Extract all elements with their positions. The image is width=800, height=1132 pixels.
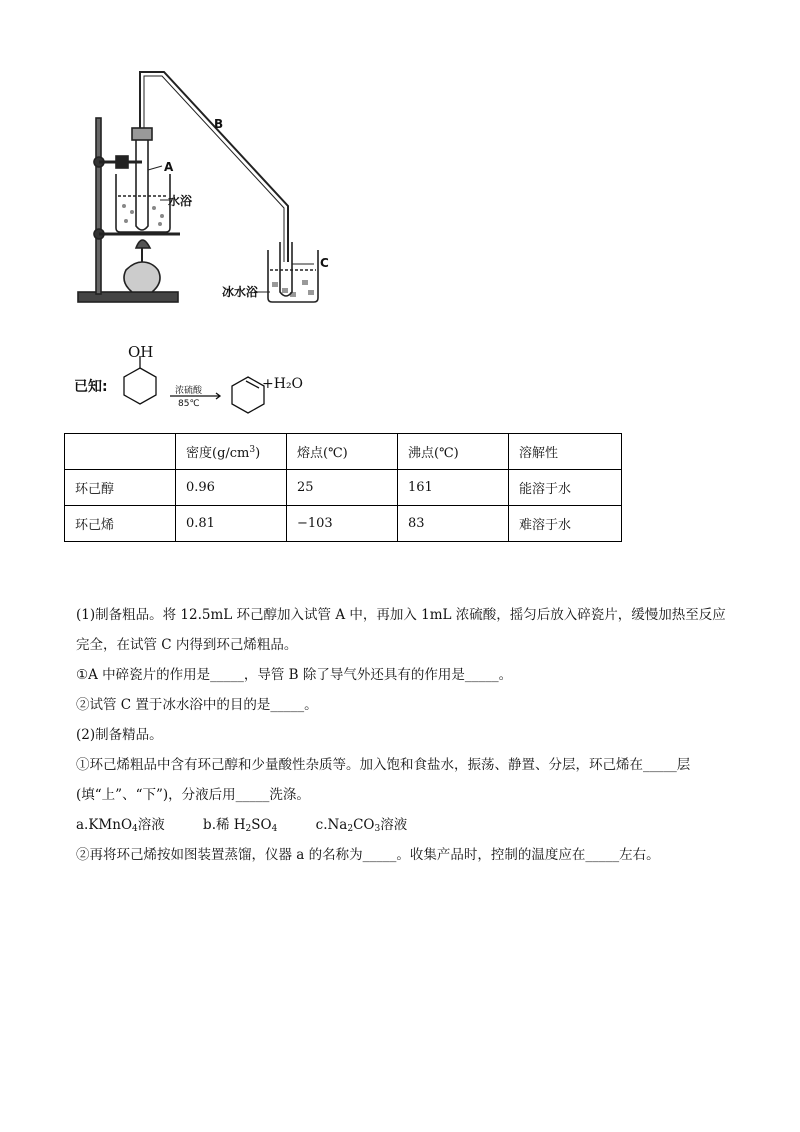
label-ice-bath: 冰水浴 (222, 285, 259, 299)
header-cell: 溶解性 (509, 434, 622, 470)
option-a: a.KMnO$_4$溶液 (76, 817, 165, 834)
test-tube-c (280, 242, 292, 296)
reaction-condition-bottom: 85℃ (178, 399, 200, 409)
header-cell: 密度$(g/cm^3)$ (176, 434, 287, 470)
table-cell: 25 (287, 470, 398, 506)
cyclohexanol-ring (124, 368, 156, 404)
stand-rod (96, 118, 101, 294)
question-2-title: (2)制备精品。 (76, 727, 163, 743)
table-cell: 环己醇 (65, 470, 176, 506)
leader-a (148, 166, 162, 170)
table-cell: 0.96 (176, 470, 287, 506)
label-b: B (214, 117, 224, 131)
flame (136, 240, 150, 248)
table-cell: 0.81 (176, 506, 287, 542)
label-c: C (320, 256, 329, 270)
stand-base (78, 292, 178, 302)
header-cell (65, 434, 176, 470)
water-bath-beaker (116, 174, 170, 232)
tube-clamp (116, 156, 128, 168)
distillation-apparatus-figure (70, 66, 370, 312)
header-cell: 沸点(℃) (398, 434, 509, 470)
test-tube-a (136, 140, 148, 230)
product-water: +H₂O (262, 376, 304, 392)
stopper (132, 128, 152, 140)
question-1-line-2: 完全，在试管 C 内得到环己烯粗品。 (76, 637, 298, 653)
question-1-sub-2: ②试管 C 置于冰水浴中的目的是_____。 (76, 697, 318, 713)
table-cell: 环己烯 (65, 506, 176, 542)
alcohol-lamp (124, 262, 160, 292)
question-1-line-1: (1)制备粗品。将 12.5mL 环己醇加入试管 A 中，再加入 1mL 浓硫酸，摇匀后放入碎瓷片，缓慢加热至反应 (76, 607, 726, 623)
oh-group: OH (128, 343, 154, 361)
question-2-sub-2: ②再将环己烯按如图装置蒸馏，仪器 a 的名称为_____。收集产品时，控制的温度应在_____左右。 (76, 847, 660, 863)
water-bath-bubbles (122, 204, 164, 226)
table-cell: 能溶于水 (509, 470, 622, 506)
ice-chunks (272, 280, 314, 297)
question-2-sub-1-line-1: ①环己烯粗品中含有环己醇和少量酸性杂质等。加入饱和食盐水，振荡、静置、分层，环己烯在_____层 (76, 757, 691, 773)
table-cell: 83 (398, 506, 509, 542)
answer-options (76, 815, 736, 835)
header-cell: 熔点(℃) (287, 434, 398, 470)
table-row (65, 470, 622, 506)
table-cell: −103 (287, 506, 398, 542)
table-row (65, 506, 622, 542)
properties-table (64, 433, 622, 542)
question-1-sub-1: ①A 中碎瓷片的作用是_____，导管 B 除了导气外还具有的作用是_____。 (76, 667, 513, 683)
question-2-sub-1-line-2: (填“上”、“下”)，分液后用_____洗涤。 (76, 787, 310, 803)
label-water-bath: 水浴 (168, 194, 193, 208)
label-a: A (164, 160, 174, 174)
option-c: $c.Na_2CO_3$溶液 (315, 817, 408, 834)
table-header-row (65, 434, 622, 470)
table-cell: 难溶于水 (509, 506, 622, 542)
table-cell: 161 (398, 470, 509, 506)
reaction-condition-top: 浓硫酸 (175, 386, 203, 396)
known-label: 已知: (74, 379, 108, 395)
option-b: b.稀 $H_2SO_4$ (203, 817, 278, 834)
